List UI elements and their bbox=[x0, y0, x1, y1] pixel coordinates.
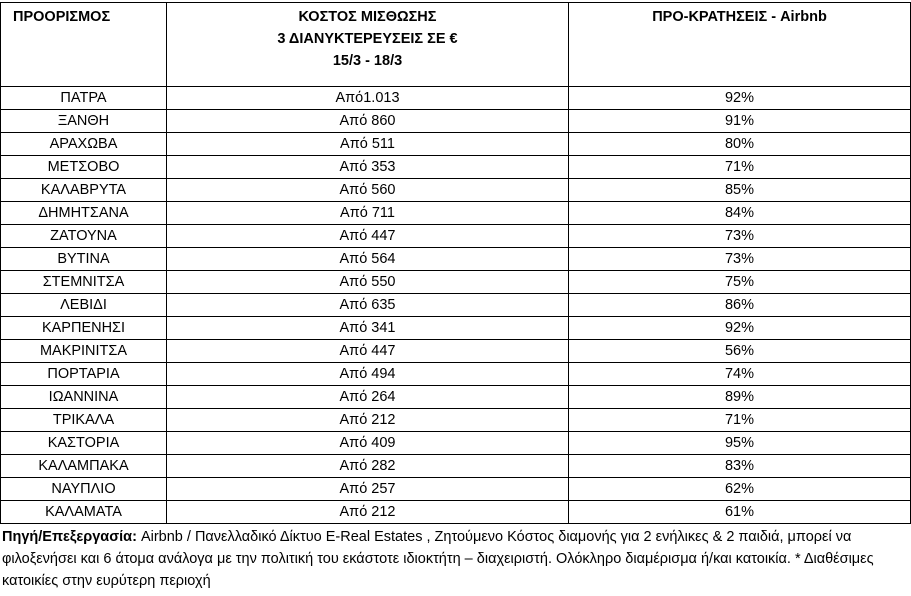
cell-bookings: 91% bbox=[569, 110, 911, 133]
cell-destination: ΠΑΤΡΑ bbox=[1, 87, 167, 110]
cell-bookings: 92% bbox=[569, 87, 911, 110]
cell-cost: Από 550 bbox=[167, 271, 569, 294]
table-row bbox=[1, 455, 911, 478]
cell-bookings: 56% bbox=[569, 340, 911, 363]
header-destination: ΠΡΟΟΡΙΣΜΟΣ bbox=[1, 3, 167, 87]
cell-destination: ΔΗΜΗΤΣΑΝΑ bbox=[1, 202, 167, 225]
table-row bbox=[1, 386, 911, 409]
cell-destination: ΙΩΑΝΝΙΝΑ bbox=[1, 386, 167, 409]
table-row bbox=[1, 317, 911, 340]
cell-cost: Από 494 bbox=[167, 363, 569, 386]
source-note-text: Airbnb / Πανελλαδικό Δίκτυο E-Real Estates , Ζητούμενο Κόστος διαμονής για 2 ενήλικες & 2 παιδιά, μπορεί να φιλοξενήσει και 6 άτομα ανάλογα με την πολιτική του εκάστοτε ιδιοκτήτη – διαχειριστή. Ολόκληρο διαμέρισμα ή/και κατοικία. * Διαθέσιμες κατοικίες στην ευρύτερη περιοχή bbox=[2, 529, 874, 589]
table-row bbox=[1, 202, 911, 225]
table-row bbox=[1, 478, 911, 501]
table-row bbox=[1, 248, 911, 271]
header-cost bbox=[167, 3, 569, 87]
table-row bbox=[1, 225, 911, 248]
cell-destination: ΠΟΡΤΑΡΙΑ bbox=[1, 363, 167, 386]
cell-destination: ΛΕΒΙΔΙ bbox=[1, 294, 167, 317]
cell-destination: ΚΑΡΠΕΝΗΣΙ bbox=[1, 317, 167, 340]
cell-bookings: 73% bbox=[569, 225, 911, 248]
header-cost-line3: 15/3 - 18/3 bbox=[332, 53, 403, 69]
cell-bookings: 95% bbox=[569, 432, 911, 455]
table-row bbox=[1, 409, 911, 432]
source-note-label: Πηγή/Επεξεργασία: bbox=[2, 529, 137, 545]
cell-cost: Από 257 bbox=[167, 478, 569, 501]
destinations-table bbox=[0, 2, 911, 524]
cell-destination: ΚΑΛΑΒΡΥΤΑ bbox=[1, 179, 167, 202]
cell-bookings: 73% bbox=[569, 248, 911, 271]
table-row bbox=[1, 363, 911, 386]
cell-destination: ΚΑΛΑΜΠΑΚΑ bbox=[1, 455, 167, 478]
table-row bbox=[1, 110, 911, 133]
cell-bookings: 84% bbox=[569, 202, 911, 225]
cell-bookings: 80% bbox=[569, 133, 911, 156]
header-cost-line1: ΚΟΣΤΟΣ ΜΙΣΘΩΣΗΣ bbox=[298, 9, 437, 25]
cell-destination: ΜΑΚΡΙΝΙΤΣΑ bbox=[1, 340, 167, 363]
table-row bbox=[1, 87, 911, 110]
cell-destination: ΜΕΤΣΟΒΟ bbox=[1, 156, 167, 179]
cell-destination: ΚΑΛΑΜΑΤΑ bbox=[1, 501, 167, 524]
table-row bbox=[1, 179, 911, 202]
cell-bookings: 89% bbox=[569, 386, 911, 409]
cell-bookings: 71% bbox=[569, 156, 911, 179]
cell-cost: Από 282 bbox=[167, 455, 569, 478]
cell-cost: Από 635 bbox=[167, 294, 569, 317]
cell-destination: ΖΑΤΟΥΝΑ bbox=[1, 225, 167, 248]
cell-destination: ΒΥΤΙΝΑ bbox=[1, 248, 167, 271]
table-row bbox=[1, 432, 911, 455]
cell-bookings: 62% bbox=[569, 478, 911, 501]
cell-cost: Από 860 bbox=[167, 110, 569, 133]
cell-bookings: 74% bbox=[569, 363, 911, 386]
header-row bbox=[1, 3, 911, 87]
table-row bbox=[1, 501, 911, 524]
cell-cost: Από 212 bbox=[167, 409, 569, 432]
table-row bbox=[1, 156, 911, 179]
cell-bookings: 83% bbox=[569, 455, 911, 478]
cell-cost: Από 212 bbox=[167, 501, 569, 524]
source-note bbox=[2, 526, 907, 592]
table-row bbox=[1, 294, 911, 317]
cell-destination: ΣΤΕΜΝΙΤΣΑ bbox=[1, 271, 167, 294]
cell-cost: Από 711 bbox=[167, 202, 569, 225]
header-cost-line2: 3 ΔΙΑΝΥΚΤΕΡΕΥΣΕΙΣ ΣΕ € bbox=[277, 31, 458, 47]
cell-cost: Από 511 bbox=[167, 133, 569, 156]
cell-destination: ΤΡΙΚΑΛΑ bbox=[1, 409, 167, 432]
cell-bookings: 86% bbox=[569, 294, 911, 317]
cell-destination: ΞΑΝΘΗ bbox=[1, 110, 167, 133]
cell-bookings: 71% bbox=[569, 409, 911, 432]
cell-cost: Από 447 bbox=[167, 340, 569, 363]
cell-cost: Από 264 bbox=[167, 386, 569, 409]
cell-bookings: 92% bbox=[569, 317, 911, 340]
cell-cost: Από 341 bbox=[167, 317, 569, 340]
table-body bbox=[1, 87, 911, 524]
cell-destination: ΑΡΑΧΩΒΑ bbox=[1, 133, 167, 156]
cell-cost: Από 353 bbox=[167, 156, 569, 179]
table-row bbox=[1, 271, 911, 294]
cell-bookings: 61% bbox=[569, 501, 911, 524]
header-bookings: ΠΡΟ-ΚΡΑΤΗΣΕΙΣ - Airbnb bbox=[569, 3, 911, 87]
cell-cost: Από 447 bbox=[167, 225, 569, 248]
cell-destination: ΚΑΣΤΟΡΙΑ bbox=[1, 432, 167, 455]
cell-cost: Από 564 bbox=[167, 248, 569, 271]
table-row bbox=[1, 340, 911, 363]
cell-cost: Από 560 bbox=[167, 179, 569, 202]
cell-cost: Από1.013 bbox=[167, 87, 569, 110]
cell-cost: Από 409 bbox=[167, 432, 569, 455]
table-row bbox=[1, 133, 911, 156]
cell-destination: ΝΑΥΠΛΙΟ bbox=[1, 478, 167, 501]
cell-bookings: 75% bbox=[569, 271, 911, 294]
cell-bookings: 85% bbox=[569, 179, 911, 202]
